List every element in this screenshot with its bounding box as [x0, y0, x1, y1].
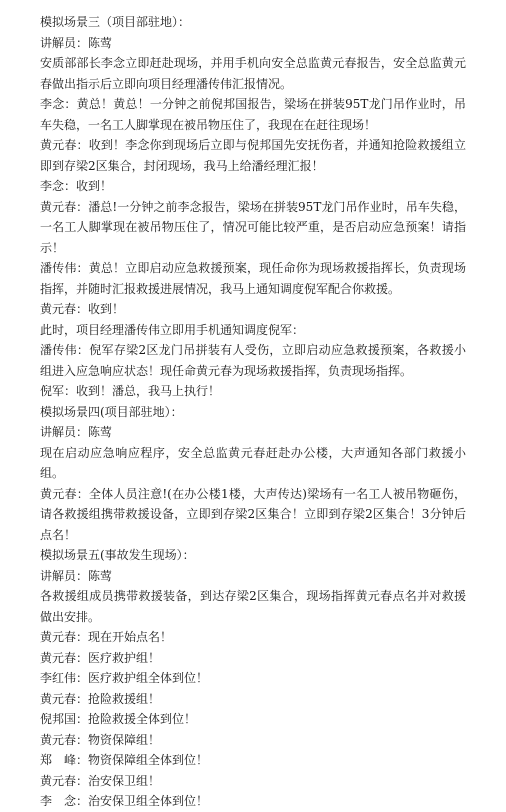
dialogue-line: 黄元春：治安保卫组！	[40, 773, 161, 788]
narration-paragraph: 现在启动应急响应程序，安全总监黄元春赶赴办公楼，大声通知各部门救援小组。	[40, 445, 466, 480]
dialogue-line: 倪军：收到！潘总，我马上执行！	[40, 384, 221, 398]
narration-paragraph: 此时，项目经理潘传伟立即用手机通知调度倪军：	[40, 322, 305, 337]
dialogue-line: 倪邦国：抢险救援全体到位！	[40, 712, 197, 726]
dialogue-line: 黄元春：潘总!一分钟之前李念报告，梁场在拼装95T龙门吊作业时，吊车失稳，一名工人脚掌现在被吊物压住了，情况可能比较严重，是否启动应急预案！请指示！	[40, 199, 466, 255]
dialogue-line: 黄元春：全体人员注意!(在办公楼1楼，大声传达)梁场有一名工人被吊物砸伤，请各救援组携带救援设备，立即到存梁2区集合！立即到存梁2区集合！3分钟后点名！	[40, 486, 466, 542]
dialogue-line: 李 念：治安保卫组全体到位！	[40, 794, 209, 808]
narrator-line: 讲解员：陈莺	[40, 568, 113, 583]
scene-heading: 模拟场景四(项目部驻地）：	[40, 404, 183, 419]
narrator-line: 讲解员：陈莺	[40, 425, 113, 439]
dialogue-line: 黄元春：医疗救护组！	[40, 650, 161, 665]
dialogue-line: 潘传伟：黄总！立即启动应急救援预案，现任命你为现场救援指挥长，负责现场指挥，并随时汇报救援进展情况，我马上通知调度倪军配合你救援。	[40, 261, 466, 296]
dialogue-line: 郑 峰：物资保障组全体到位！	[40, 753, 209, 767]
narration-paragraph: 各救援组成员携带救援装备，到达存梁2区集合，现场指挥黄元春点名并对救援做出安排。	[40, 589, 466, 624]
narration-paragraph: 安质部部长李念立即赶赴现场，并用手机向安全总监黄元春报告，安全总监黄元春做出指示后立即向项目经理潘传伟汇报情况。	[40, 56, 466, 91]
scene-heading: 模拟场景五(事故发生现场）：	[40, 548, 195, 562]
dialogue-line: 李念：收到！	[40, 179, 113, 193]
dialogue-line: 黄元春：收到！	[40, 302, 125, 316]
dialogue-line: 黄元春：抢险救援组！	[40, 691, 161, 706]
scene-heading: 模拟场景三（项目部驻地）：	[40, 15, 191, 29]
dialogue-line: 潘传伟：倪军存梁2区龙门吊拼装有人受伤，立即启动应急救援预案，各救援小组进入应急响应状态！现任命黄元春为现场救援指挥，负责现场指挥。	[40, 343, 466, 378]
dialogue-line: 黄元春：现在开始点名！	[40, 630, 173, 644]
document-page	[40, 12, 466, 812]
dialogue-line: 李念：黄总！黄总！一分钟之前倪邦国报告，梁场在拼装95T龙门吊作业时，吊车失稳，一名工人脚掌现在被吊物压住了，我现在在赶往现场！	[40, 97, 466, 132]
dialogue-line: 黄元春：物资保障组！	[40, 732, 161, 747]
dialogue-line: 李红伟：医疗救护组全体到位！	[40, 671, 209, 685]
dialogue-line: 黄元春：收到！李念你到现场后立即与倪邦国先安抚伤者，并通知抢险救援组立即到存梁2区集合，封闭现场，我马上给潘经理汇报！	[40, 138, 466, 173]
narrator-line: 讲解员：陈莺	[40, 35, 113, 50]
